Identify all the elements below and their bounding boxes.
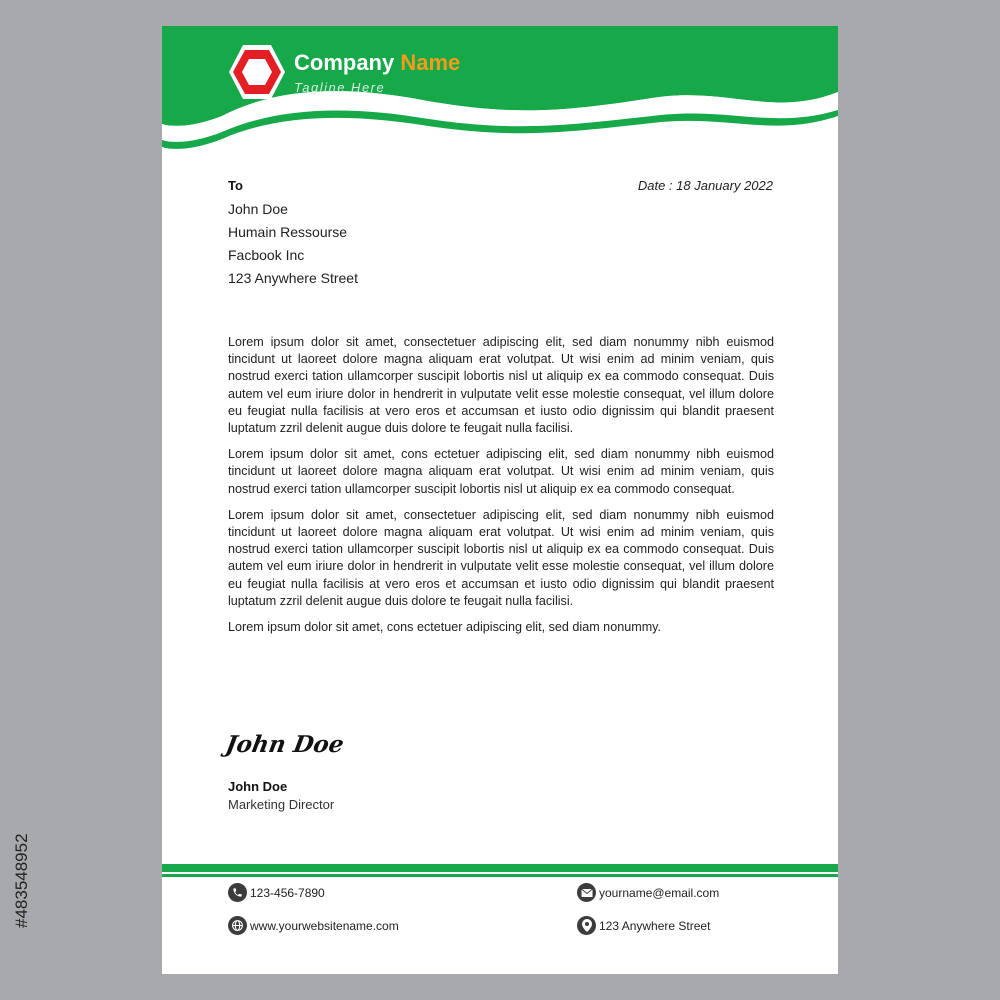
company-tagline: Tagline Here bbox=[294, 80, 386, 95]
body-paragraph: Lorem ipsum dolor sit amet, cons ectetuer adipiscing elit, sed diam nonummy nibh euismod tincidunt ut laoreet dolore magna aliquam erat volutpat. Ut wisi enim ad minim veniam, quis nostrud exerci tation ullamcorper suscipit lobortis nisl ut aliquip ex ea commodo consequat. bbox=[228, 447, 774, 496]
company-name-first: Company bbox=[294, 50, 395, 75]
recipient-company: Facbook Inc bbox=[228, 247, 305, 263]
website-url: www.yourwebsitename.com bbox=[250, 918, 399, 933]
handwritten-signature: John Doe bbox=[223, 731, 346, 758]
to-label: To bbox=[228, 178, 243, 193]
phone-number: 123-456-7890 bbox=[250, 885, 325, 900]
stock-id-label bbox=[9, 758, 33, 928]
recipient-street: 123 Anywhere Street bbox=[228, 270, 358, 286]
footer-address bbox=[577, 916, 710, 935]
recipient-department: Humain Ressourse bbox=[228, 224, 348, 240]
street-address: 123 Anywhere Street bbox=[599, 918, 711, 933]
signer-title: Marketing Director bbox=[228, 797, 335, 812]
map-pin-icon bbox=[577, 916, 596, 935]
email-address: yourname@email.com bbox=[599, 885, 720, 900]
company-name bbox=[294, 50, 460, 76]
footer-website bbox=[228, 916, 399, 935]
footer-phone bbox=[228, 883, 325, 902]
globe-icon bbox=[228, 916, 247, 935]
letter-date: Date : 18 January 2022 bbox=[637, 178, 773, 193]
body-paragraph: Lorem ipsum dolor sit amet, consectetuer adipiscing elit, sed diam nonummy nibh euismod tincidunt ut laoreet dolore magna aliquam erat volutpat. Ut wisi enim ad minim veniam, quis nostrud exerci tation ullamcorper suscipit lobortis nisl ut aliquip ex ea commodo consequat. Duis autem vel eum iriure dolor in hendrerit in vulputate velit esse molestie consequat, vel illum dolore eu feugiat nulla facilisis at vero eros et accumsan et iusto odio dignissim qui blandit praesent luptatum zzril delenit augue duis dolore te feugait nulla facilisi. bbox=[228, 507, 774, 608]
signer-name: John Doe bbox=[228, 779, 288, 794]
stock-id-text: #483548952 bbox=[12, 833, 31, 928]
footer-email bbox=[577, 883, 719, 902]
hexagon-logo-icon bbox=[228, 44, 286, 100]
body-paragraph: Lorem ipsum dolor sit amet, consectetuer adipiscing elit, sed diam nonummy nibh euismod tincidunt ut laoreet dolore magna aliquam erat volutpat. Ut wisi enim ad minim veniam, quis nostrud exerci tation ullamcorper suscipit lobortis nisl ut aliquip ex ea commodo consequat. Duis autem vel eum iriure dolor in hendrerit in vulputate velit esse molestie consequat, vel illum dolore eu feugiat nulla facilisis at vero eros et accumsan et iusto odio dignissim qui blandit praesent luptatum zzril delenit augue duis dolore te feugait nulla facilisi. bbox=[228, 335, 774, 436]
company-name-second: Name bbox=[400, 50, 461, 75]
envelope-icon bbox=[577, 883, 596, 902]
body-paragraph: Lorem ipsum dolor sit amet, cons ectetuer adipiscing elit, sed diam nonummy. bbox=[228, 620, 662, 635]
letterhead-page bbox=[162, 26, 838, 974]
footer-divider-thick bbox=[162, 864, 838, 872]
footer-divider-thin bbox=[162, 874, 838, 877]
phone-icon bbox=[228, 883, 247, 902]
letter-body bbox=[228, 334, 774, 645]
recipient-name: John Doe bbox=[228, 201, 288, 217]
recipient-address bbox=[228, 198, 358, 290]
